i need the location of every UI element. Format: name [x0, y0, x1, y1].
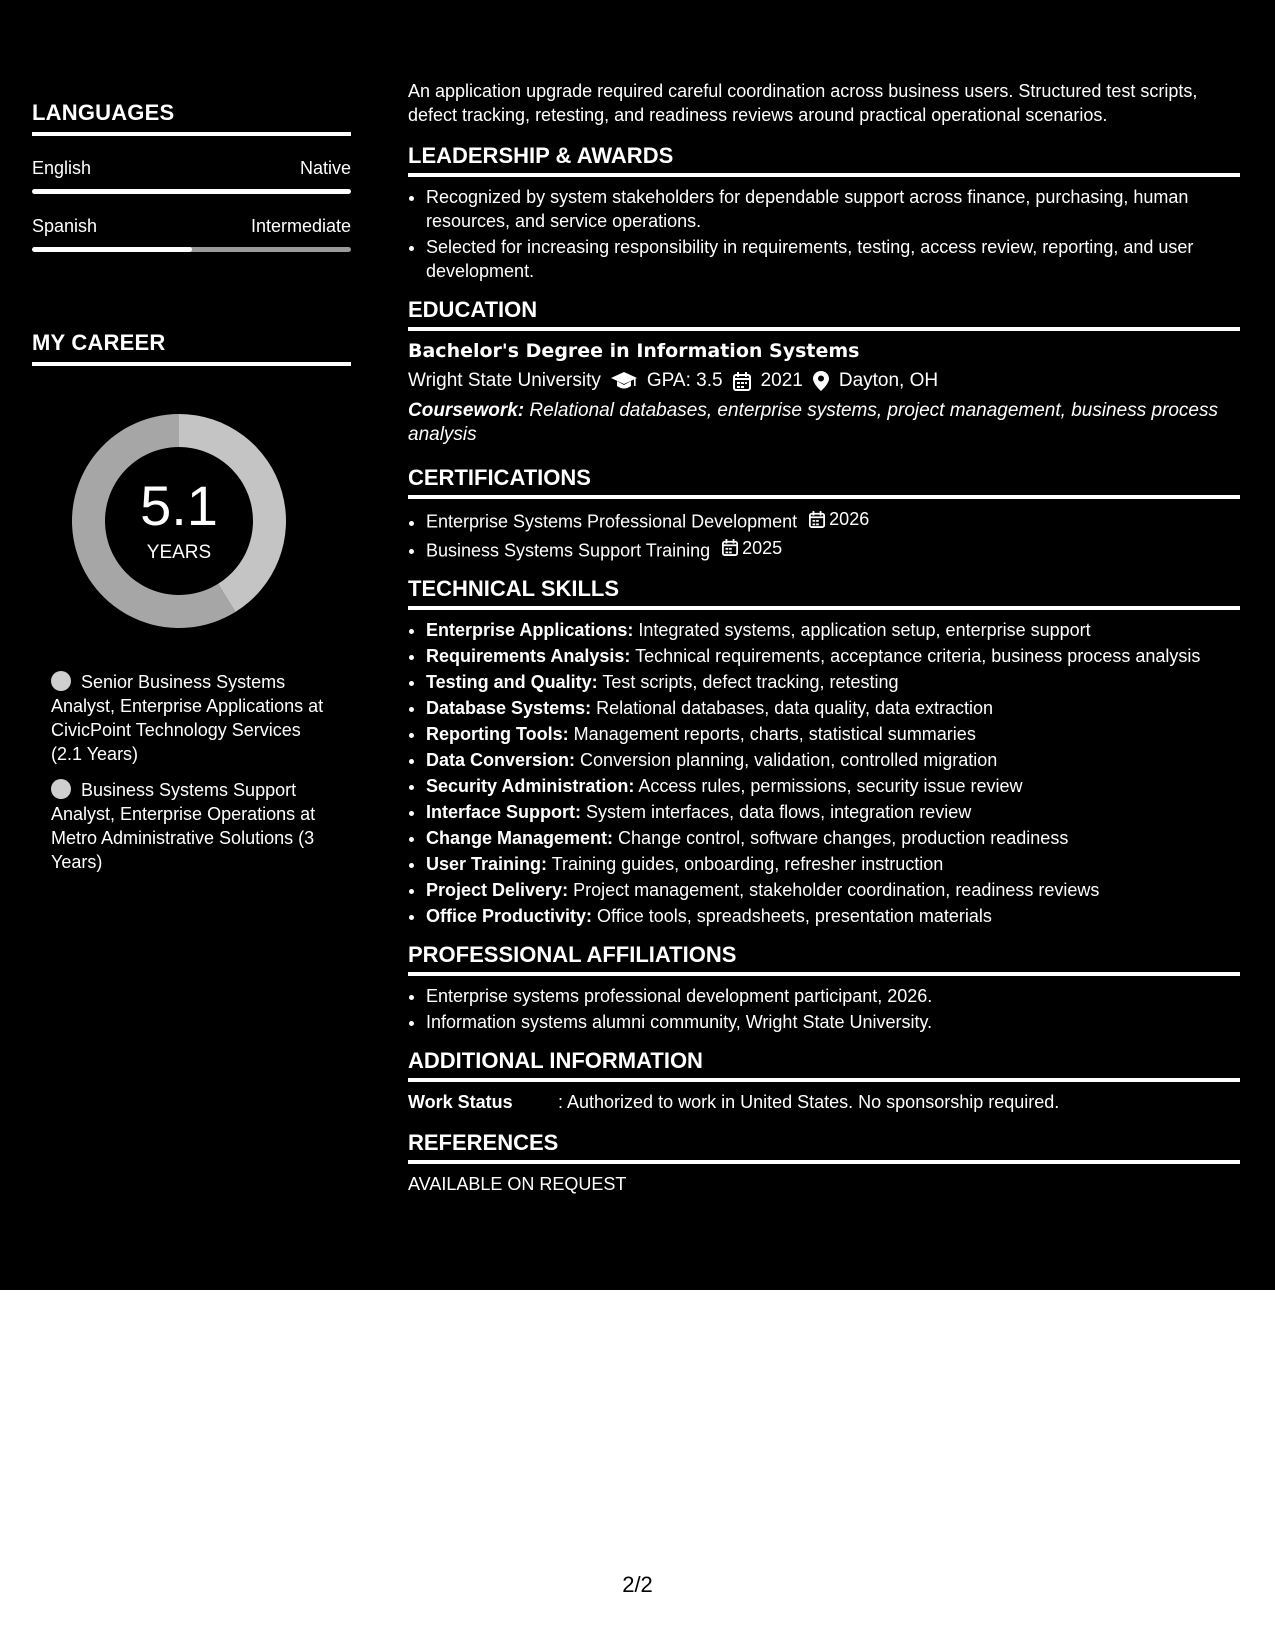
skill-item	[426, 670, 1240, 694]
education-school: Wright State University	[408, 370, 601, 391]
coursework-label: Coursework:	[408, 400, 525, 421]
skill-item	[426, 722, 1240, 746]
references-text: AVAILABLE ON REQUEST	[408, 1174, 627, 1194]
skill-item	[426, 852, 1240, 876]
skill-text: Access rules, permissions, security issue review	[638, 776, 1023, 796]
language-name: Spanish	[32, 216, 98, 236]
skill-item	[426, 826, 1240, 850]
technical-skills-list	[408, 618, 1240, 928]
main-content	[408, 79, 1240, 1196]
work-status-label: Work Status	[408, 1092, 513, 1112]
references-heading: REFERENCES	[408, 1130, 1240, 1164]
skill-label: Interface Support:	[426, 802, 582, 822]
list-item: • Information systems alumni community, Wright State University.	[426, 1010, 1240, 1034]
career-item	[51, 778, 331, 874]
language-item	[32, 158, 351, 194]
sidebar	[32, 100, 351, 886]
affiliations-heading: PROFESSIONAL AFFILIATIONS	[408, 942, 1240, 976]
skill-text: Project management, stakeholder coordination, readiness reviews	[573, 880, 1100, 900]
certification-name: Enterprise Systems Professional Development	[426, 511, 798, 532]
skill-text: System interfaces, data flows, integration review	[586, 802, 972, 822]
additional-info-heading: ADDITIONAL INFORMATION	[408, 1048, 1240, 1082]
education-degree: Bachelor's Degree in Information Systems	[408, 340, 860, 362]
list-item: • Enterprise systems professional development participant, 2026.	[426, 984, 1240, 1008]
education-year: 2021	[760, 370, 803, 391]
skill-text: Relational databases, data quality, data extraction	[596, 698, 994, 718]
skill-text: Technical requirements, acceptance criteria, business process analysis	[635, 646, 1201, 666]
language-item	[32, 216, 351, 252]
technical-skills-heading: TECHNICAL SKILLS	[408, 576, 1240, 610]
skill-label: Testing and Quality:	[426, 672, 598, 692]
list-item	[426, 507, 1240, 534]
skill-label: Database Systems:	[426, 698, 592, 718]
career-item-text: Senior Business Systems Analyst, Enterprise Applications at CivicPoint Technology Services (2.1 Years)	[51, 672, 324, 764]
affiliations-list	[408, 984, 1240, 1034]
skill-text: Change control, software changes, production readiness	[618, 828, 1069, 848]
career-dot-icon	[51, 779, 71, 799]
skill-text: Conversion planning, validation, controlled migration	[580, 750, 998, 770]
career-dot-icon	[51, 671, 71, 691]
leadership-heading: LEADERSHIP & AWARDS	[408, 143, 1240, 177]
skill-label: Requirements Analysis:	[426, 646, 631, 666]
skill-text: Integrated systems, application setup, enterprise support	[638, 620, 1091, 640]
skill-item	[426, 618, 1240, 642]
certifications-list	[408, 507, 1240, 562]
career-item	[51, 670, 331, 766]
calendar-icon	[733, 372, 751, 391]
calendar-icon	[722, 539, 738, 556]
skill-item	[426, 904, 1240, 928]
career-total-years: 5.1	[140, 474, 218, 537]
work-status-value: : Authorized to work in United States. No sponsorship required.	[558, 1092, 1060, 1112]
language-level-bar	[32, 189, 351, 194]
page-number: 2/2	[622, 1572, 653, 1597]
language-level-fill	[32, 189, 351, 194]
graduation-cap-icon	[611, 372, 637, 390]
certification-name: Business Systems Support Training	[426, 540, 711, 560]
career-heading: MY CAREER	[32, 330, 351, 366]
career-years-unit: YEARS	[146, 542, 212, 563]
leadership-list	[408, 185, 1240, 283]
work-status-row	[408, 1090, 1240, 1114]
location-pin-icon	[813, 371, 829, 391]
career-item-text: Business Systems Support Analyst, Enterprise Operations at Metro Administrative Solutions (3 Years)	[51, 780, 316, 872]
skill-label: Data Conversion:	[426, 750, 576, 770]
skill-text: Training guides, onboarding, refresher instruction	[551, 854, 944, 874]
skill-item	[426, 800, 1240, 824]
career-list	[51, 670, 331, 874]
language-level-bar	[32, 247, 351, 252]
skill-label: Office Productivity:	[426, 906, 593, 926]
skill-item	[426, 748, 1240, 772]
education-location: Dayton, OH	[838, 370, 939, 391]
certifications-heading: CERTIFICATIONS	[408, 465, 1240, 499]
skill-item	[426, 696, 1240, 720]
education-coursework	[408, 399, 1240, 447]
calendar-icon	[809, 511, 825, 528]
skill-text: Office tools, spreadsheets, presentation materials	[597, 906, 992, 926]
certification-year: 2026	[829, 509, 870, 529]
list-item: • Selected for increasing responsibility in requirements, testing, access review, reporting, and user development.	[426, 235, 1240, 283]
intro-paragraph: An application upgrade required careful coordination across business users. Structured test scripts, defect tracking, retesting, and readiness reviews around practical operational scenarios.	[408, 81, 1198, 125]
list-item: • Recognized by system stakeholders for dependable support across finance, purchasing, human resources, and service operations.	[426, 185, 1240, 233]
coursework-text: Relational databases, enterprise systems, project management, business process analysis	[408, 400, 1218, 445]
career-donut	[64, 406, 294, 636]
languages-heading: LANGUAGES	[32, 100, 351, 136]
skill-label: Security Administration:	[426, 776, 635, 796]
education-gpa: GPA: 3.5	[646, 370, 723, 391]
certification-year: 2025	[742, 537, 783, 558]
skill-label: Change Management:	[426, 828, 614, 848]
language-level: Native	[299, 158, 351, 178]
skill-label: Project Delivery:	[426, 880, 569, 900]
skill-text: Test scripts, defect tracking, retesting	[602, 672, 899, 692]
education-heading: EDUCATION	[408, 297, 1240, 331]
skill-label: User Training:	[426, 854, 548, 874]
skill-item	[426, 878, 1240, 902]
language-level-fill	[32, 247, 192, 252]
skill-text: Management reports, charts, statistical summaries	[573, 724, 976, 744]
skill-label: Enterprise Applications:	[426, 620, 634, 640]
education-meta	[408, 369, 1240, 393]
skill-item	[426, 644, 1240, 668]
language-name: English	[32, 158, 92, 178]
list-item	[426, 536, 1240, 563]
language-level: Intermediate	[250, 216, 351, 236]
skill-label: Reporting Tools:	[426, 724, 569, 744]
skill-item	[426, 774, 1240, 798]
